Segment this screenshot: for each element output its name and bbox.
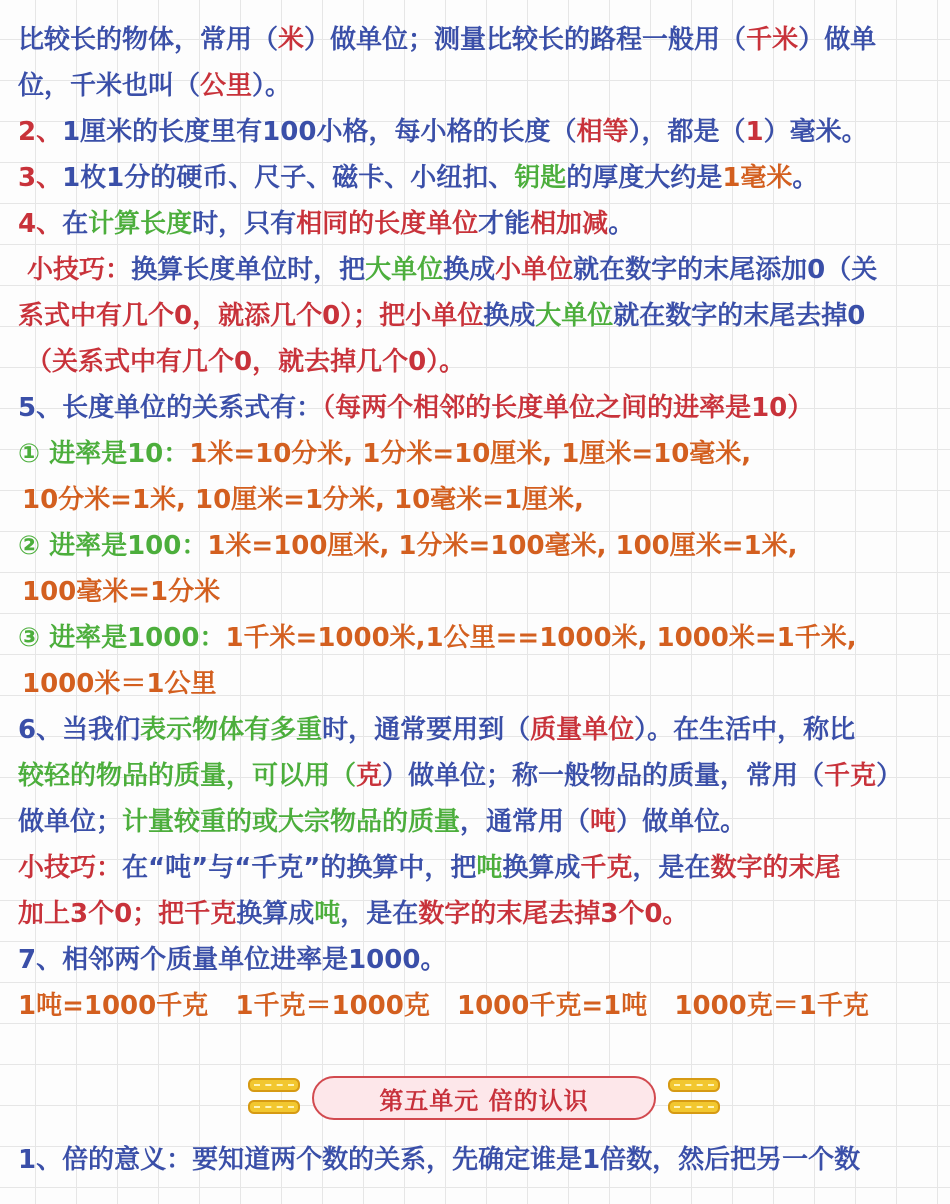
- text-segment: 1毫米: [722, 163, 793, 193]
- text-segment: 较轻的物品的质量，可以用（: [18, 761, 357, 791]
- text-segment: 4、: [18, 209, 63, 239]
- text-segment: ）。在生活中，称比: [634, 715, 856, 745]
- text-segment: ，是在: [632, 853, 711, 883]
- text-segment: 米: [278, 25, 305, 55]
- text-segment: 1吨=1000千克 1千克＝1000克 1000千克=1吨 1000克＝1千克: [18, 991, 869, 1021]
- text-segment: ）做单: [798, 25, 877, 55]
- text-line: [18, 388, 813, 430]
- text-line: [18, 618, 857, 660]
- text-segment: 数字的末尾: [710, 853, 841, 883]
- text-segment: （关系式中有几个0，就去掉几个0）。: [26, 347, 466, 377]
- text-line: [18, 526, 798, 568]
- text-line: [22, 572, 220, 614]
- text-segment: 1000米＝1公里: [22, 669, 217, 699]
- text-segment: 克: [356, 761, 383, 791]
- text-segment: 吨: [476, 853, 503, 883]
- text-line: [18, 296, 865, 338]
- text-line: [18, 434, 751, 476]
- ribbon-decoration-icon: [248, 1078, 300, 1120]
- text-segment: 一般用（: [642, 25, 747, 55]
- text-line: [18, 250, 877, 292]
- text-segment: 系式中有几个0，就添几个0）；把: [18, 301, 406, 331]
- text-segment: 。: [608, 209, 635, 239]
- text-segment: 7、相邻两个质量单位进率是1000。: [18, 945, 447, 975]
- text-segment: 在“吨”与“千克”的换算中，把: [122, 853, 477, 883]
- text-line: [18, 756, 902, 798]
- text-line: [18, 112, 868, 154]
- text-segment: 做单位；: [18, 807, 123, 837]
- text-segment: 小单位: [495, 255, 574, 285]
- text-segment: 千克: [580, 853, 633, 883]
- unit-title: 第五单元 倍的认识: [312, 1076, 656, 1120]
- text-segment: ），都是（: [628, 117, 746, 147]
- text-segment: 5、长度单位的关系式有：: [18, 393, 323, 423]
- text-segment: 大单位: [535, 301, 614, 331]
- text-segment: 比较长的物体，常用（: [18, 25, 279, 55]
- text-segment: 2、: [18, 117, 63, 147]
- text-segment: 位，千米也叫（: [18, 71, 201, 101]
- text-segment: 大单位: [365, 255, 444, 285]
- ribbon-decoration-icon: [668, 1078, 720, 1120]
- text-segment: 吨: [590, 807, 617, 837]
- text-line: [18, 848, 840, 890]
- text-segment: ）做单位。: [616, 807, 747, 837]
- text-line: [26, 342, 465, 384]
- text-segment: 就在数字的末尾添加0（关: [573, 255, 878, 285]
- text-segment: ③ 进率是1000：: [18, 623, 226, 653]
- text-segment: 3、: [18, 163, 63, 193]
- text-segment: 钥匙: [514, 163, 567, 193]
- text-segment: 换成: [443, 255, 496, 285]
- text-segment: 小技巧：: [18, 853, 123, 883]
- text-line: [22, 480, 584, 522]
- text-segment: 计算长度: [88, 209, 193, 239]
- text-segment: 换算成: [502, 853, 581, 883]
- text-segment: 小技巧：: [18, 255, 132, 285]
- text-segment: 1千米=1000米,1公里==1000米, 1000米=1千米,: [225, 623, 857, 653]
- text-segment: ）做单位；称一般物品的质量，常用（: [382, 761, 825, 791]
- text-segment: 小单位: [405, 301, 484, 331]
- text-segment: 表示物体有多重: [140, 715, 323, 745]
- text-segment: ① 进率是10：: [18, 439, 190, 469]
- text-segment: 换算长度单位时，把: [131, 255, 366, 285]
- text-line: [18, 802, 746, 844]
- text-segment: 10分米=1米, 10厘米=1分米, 10毫米=1厘米,: [22, 485, 584, 515]
- text-segment: 100毫米=1分米: [22, 577, 221, 607]
- text-segment: 时，通常要用到（: [322, 715, 531, 745]
- text-segment: 吨: [314, 899, 341, 929]
- text-segment: 1厘米的长度里有100小格，每小格的长度（: [62, 117, 577, 147]
- text-segment: 6、当我们: [18, 715, 141, 745]
- text-segment: （每两个相邻的长度单位之间的进率是10）: [322, 393, 814, 423]
- text-segment: 计量较重的或大宗物品的质量: [122, 807, 461, 837]
- text-segment: 换成: [483, 301, 536, 331]
- text-line: [18, 940, 446, 982]
- text-segment: 千克: [824, 761, 877, 791]
- text-line: [18, 1140, 860, 1182]
- text-segment: 相等: [576, 117, 629, 147]
- text-segment: 公里: [200, 71, 253, 101]
- text-segment: ）做单位；测量比较长的路程: [304, 25, 643, 55]
- text-segment: 就在数字的末尾去掉0: [613, 301, 866, 331]
- text-segment: 在: [62, 209, 89, 239]
- text-segment: ）。: [252, 71, 292, 101]
- text-segment: ② 进率是100：: [18, 531, 208, 561]
- text-segment: 相同的长度单位: [296, 209, 479, 239]
- text-segment: 换算成: [236, 899, 315, 929]
- text-segment: 1: [745, 117, 764, 147]
- text-segment: 加上3个0；把: [18, 899, 185, 929]
- text-line: [22, 664, 216, 706]
- text-segment: 才能: [478, 209, 531, 239]
- text-line: [18, 20, 876, 62]
- text-segment: 1米=100厘米, 1分米=100毫米, 100厘米=1米,: [207, 531, 798, 561]
- text-line: [18, 158, 818, 200]
- text-line: [18, 894, 688, 936]
- text-segment: 时，只有: [192, 209, 297, 239]
- text-line: [18, 66, 291, 108]
- text-segment: 1、倍的意义：要知道两个数的关系，先确定谁是1倍数，然后把另一个数: [18, 1145, 861, 1175]
- text-line: [18, 204, 634, 246]
- text-segment: ）: [876, 761, 903, 791]
- text-line: [18, 710, 855, 752]
- text-segment: 。: [792, 163, 819, 193]
- text-segment: ）毫米。: [763, 117, 868, 147]
- text-segment: 相加减: [530, 209, 609, 239]
- text-segment: 千克: [184, 899, 237, 929]
- text-segment: ，通常用（: [460, 807, 591, 837]
- text-line: [18, 986, 869, 1028]
- text-segment: 千米: [746, 25, 799, 55]
- text-segment: 质量单位: [530, 715, 635, 745]
- text-segment: 1枚1分的硬币、尺子、磁卡、小纽扣、: [62, 163, 515, 193]
- text-segment: 数字的末尾去掉3个0。: [418, 899, 689, 929]
- text-segment: ，是在: [340, 899, 419, 929]
- text-segment: 的厚度大约是: [566, 163, 723, 193]
- text-segment: 1米=10分米, 1分米=10厘米, 1厘米=10毫米,: [189, 439, 752, 469]
